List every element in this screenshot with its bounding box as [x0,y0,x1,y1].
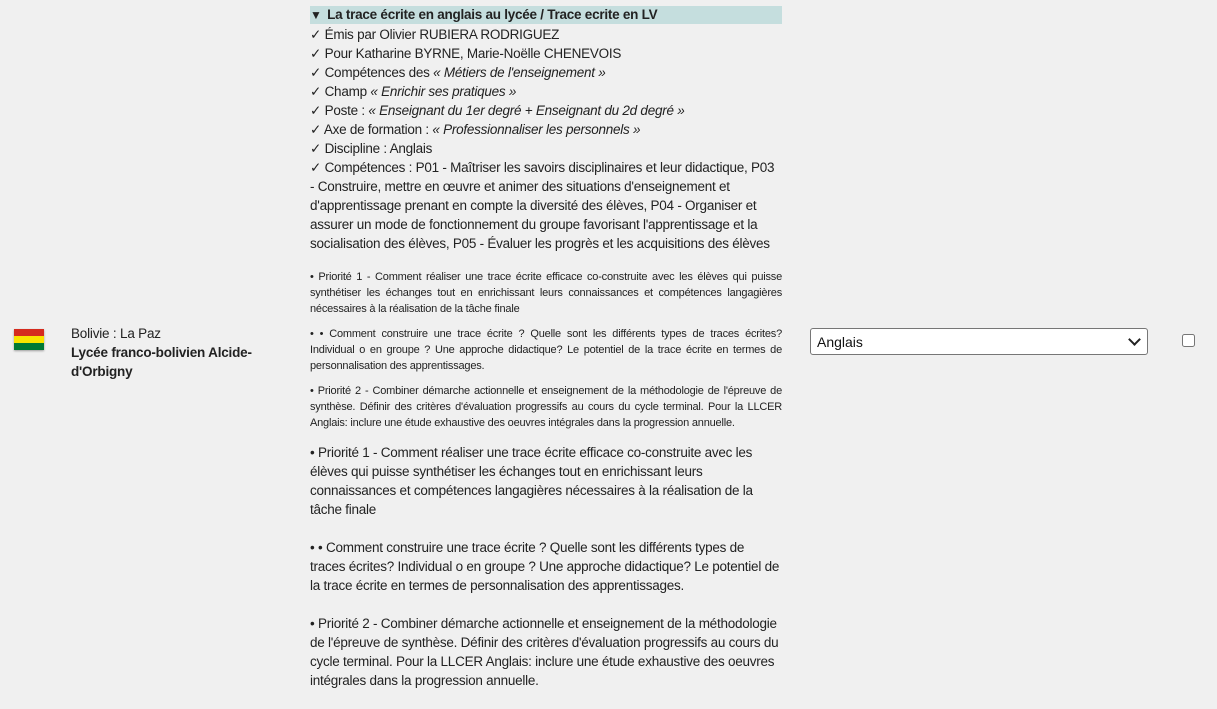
poste-line [310,101,782,120]
axe-value: « Professionnaliser les personnels » [432,122,641,137]
competences-label: Compétences des [324,65,434,80]
check-icon: ✓ [310,65,325,80]
check-icon: ✓ [310,84,325,99]
location-city: Bolivie : La Paz [71,326,161,341]
discipline-line [310,139,782,158]
priority-full-item: • Priorité 2 - Combiner démarche actionnelle et enseignement de la méthodologie de l'épreuve de synthèse. Définir des critères d'évaluation progressifs au cours du cycle terminal. Pour la LLCER Anglais: inclure une étude exhaustive des oeuvres intégrales dans la progression annuelle. [310,616,779,688]
priority-summary-item: • • Comment construire une trace écrite ? Quelle sont les différents types de traces écrites? Individual o en groupe ? Une approche didactique? Le potentiel de la trace écrite en termes de personnalisation des apprentissages. [310,328,782,372]
issued-by: Émis par Olivier RUBIERA RODRIGUEZ [324,27,560,42]
competences-line [310,63,782,82]
language-select[interactable] [810,328,1148,355]
flag-stripe-yellow [14,336,44,343]
flag-stripe-red [14,329,44,336]
priority-full-item: • Priorité 1 - Comment réaliser une trace écrite efficace co-construite avec les élèves qui puisse synthétiser les échanges tout en enrichissant leurs connaissances et compétences langagières nécessaires à la réalisation de la tâche finale [310,445,753,517]
check-icon: ✓ [310,46,325,61]
training-details [310,6,782,709]
check-icon: ✓ [310,103,325,118]
priorities-summary [310,269,782,431]
champ-value: « Enrichir ses pratiques » [370,84,517,99]
priority-summary-item: • Priorité 2 - Combiner démarche actionnelle et enseignement de la méthodologie de l'épreuve de synthèse. Définir des critères d'évaluation progressifs au cours du cycle terminal. Pour la LLCER Anglais: inclure une étude exhaustive des oeuvres intégrales dans la progression annuelle. [310,385,782,429]
bolivia-flag-icon [14,329,44,350]
poste-label: Poste : [324,103,369,118]
discipline: Discipline : Anglais [324,141,433,156]
for-people-line [310,44,782,63]
collapse-arrow-icon: ▼ [310,8,322,22]
competences-list: Compétences : P01 - Maîtriser les savoirs disciplinaires et leur didactique, P03 - Construire, mettre en œuvre et animer des situations d'enseignement et d'apprentissage prenant en compte la diversité des élèves, P04 - Organiser et assurer un mode de fonctionnement du groupe favorisant l'apprentissage et la socialisation des élèves, P05 - Évaluer les progrès et les acquisitions des élèves [310,160,775,251]
axe-line [310,120,782,139]
champ-line [310,82,782,101]
check-icon: ✓ [310,122,324,137]
issued-by-line [310,25,782,44]
competences-list-line [310,158,782,253]
check-icon: ✓ [310,141,325,156]
training-title: La trace écrite en anglais au lycée / Trace ecrite en LV [327,7,658,22]
check-icon: ✓ [310,27,325,42]
location-block [71,324,301,381]
priority-full-item: • • Comment construire une trace écrite ? Quelle sont les différents types de traces écrites? Individual o en groupe ? Une approche didactique? Le potentiel de la trace écrite en termes de personnalisation des apprentissages. [310,540,780,593]
champ-label: Champ [324,84,371,99]
poste-value: « Enseignant du 1er degré + Enseignant du 2d degré » [368,103,685,118]
for-people: Pour Katharine BYRNE, Marie-Noëlle CHENEVOIS [324,46,622,61]
select-row-checkbox[interactable] [1182,334,1195,347]
axe-label: Axe de formation : [323,122,433,137]
language-select-wrapper [810,328,1148,355]
training-header[interactable] [310,6,782,24]
flag-stripe-green [14,343,44,350]
check-icon: ✓ [310,160,325,175]
priorities-full [310,443,782,690]
school-name: Lycée franco-bolivien Alcide-d'Orbigny [71,345,252,379]
priority-summary-item: • Priorité 1 - Comment réaliser une trace écrite efficace co-construite avec les élèves qui puisse synthétiser les échanges tout en enrichissant leurs connaissances et compétences langagières nécessaires à la réalisation de la tâche finale [310,271,782,315]
competences-value: « Métiers de l'enseignement » [433,65,606,80]
